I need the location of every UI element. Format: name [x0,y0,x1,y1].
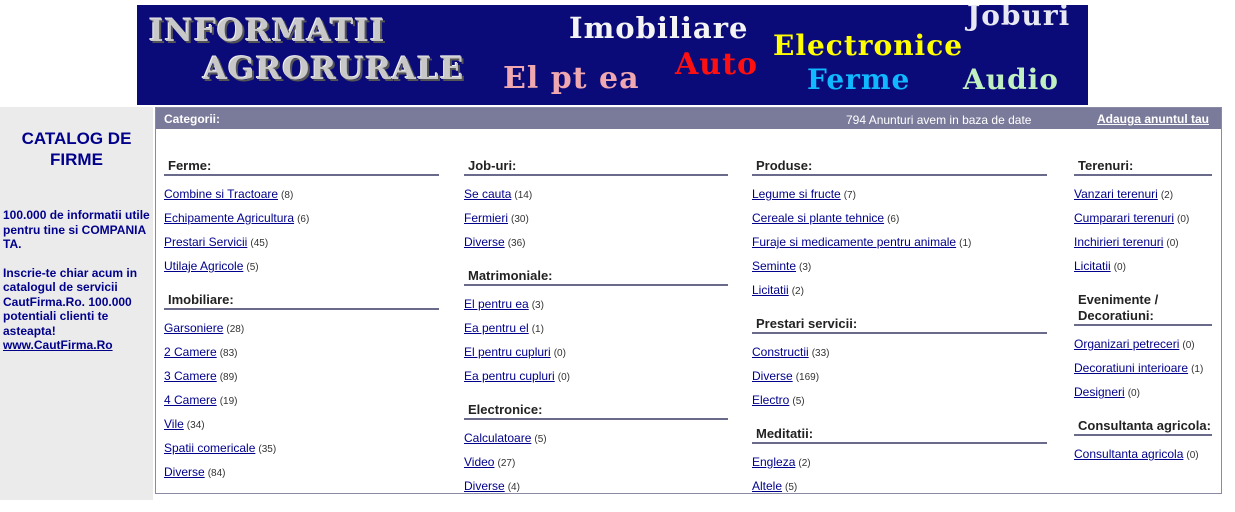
category-link[interactable]: Combine si Tractoare [164,187,279,201]
category-item [1074,333,1212,357]
sidebar-promo-text2: Inscrie-te chiar acum in catalogul de servicii CautFirma.Ro. 100.000 potentiali clienti te asteapta! [3,265,138,338]
category-count: (28) [226,324,245,335]
category-title: Prestari servicii: [752,316,1047,334]
category-title: Produse: [752,158,1047,176]
category-count: (0) [1186,450,1199,461]
category-title: Job-uri: [464,158,728,176]
category-count: (36) [507,238,526,249]
category-item [752,255,1047,279]
category-group [464,158,728,255]
category-link[interactable]: Video [464,455,495,469]
category-link[interactable]: Diverse [164,465,205,479]
category-count: (6) [887,214,900,225]
sidebar [0,107,153,500]
category-link[interactable]: Diverse [464,479,505,493]
banner-word-auto: Auto [675,47,758,82]
category-link[interactable]: Organizari petreceri [1074,337,1180,351]
category-item [752,183,1047,207]
category-link[interactable]: Licitatii [1074,259,1111,273]
category-item [164,389,439,413]
category-count: (0) [1127,388,1140,399]
category-item [464,365,728,389]
category-item [464,231,728,255]
banner-word-joburi: Joburi [967,5,1071,32]
category-group [752,158,1047,303]
category-count: (35) [258,444,277,455]
category-title: Matrimoniale: [464,268,728,286]
sidebar-link-cautfirma[interactable]: www.CautFirma.Ro [3,338,113,352]
sidebar-title: CATALOG DE FIRME [21,129,132,169]
category-link[interactable]: Constructii [752,345,809,359]
category-item [1074,443,1212,467]
category-item [464,475,728,499]
category-link[interactable]: El pentru cupluri [464,345,551,359]
banner-title-line1: INFORMATII [149,13,386,49]
category-link[interactable]: Seminte [752,259,797,273]
category-item [1074,231,1212,255]
category-item [752,231,1047,255]
category-group [464,402,728,499]
category-item [164,231,439,255]
category-column-1 [164,158,439,498]
category-item [752,475,1047,499]
category-link[interactable]: Legume si fructe [752,187,841,201]
category-link[interactable]: Altele [752,479,783,493]
category-count: (7) [843,190,856,201]
category-link[interactable]: Engleza [752,455,796,469]
category-link[interactable]: Designeri [1074,385,1125,399]
category-count: (6) [297,214,310,225]
category-count: (5) [246,262,259,273]
category-count: (89) [219,372,238,383]
category-link[interactable]: El pentru ea [464,297,529,311]
category-count: (14) [514,190,533,201]
category-count: (5) [785,482,798,493]
banner-word-el-pt-ea: El pt ea [503,61,640,96]
header-banner [137,5,1088,105]
category-item [464,317,728,341]
category-count: (45) [250,238,269,249]
category-item [464,183,728,207]
category-title: Evenimente / Decoratiuni: [1074,292,1212,326]
add-ad-link[interactable]: Adauga anuntul tau [1097,112,1209,126]
category-column-2 [464,158,728,512]
category-count: (1) [531,324,544,335]
category-count: (8) [281,190,294,201]
category-item [164,341,439,365]
category-link[interactable]: Vile [164,417,184,431]
category-item [1074,357,1212,381]
category-count: (2) [791,286,804,297]
category-group [464,268,728,389]
category-group [1074,158,1212,279]
category-count: (34) [186,420,205,431]
category-link[interactable]: Cumparari terenuri [1074,211,1175,225]
category-link[interactable]: Utilaje Agricole [164,259,244,273]
category-column-4 [1074,158,1212,480]
category-item [1074,381,1212,405]
category-title: Electronice: [464,402,728,420]
category-title: Meditatii: [752,426,1047,444]
category-link[interactable]: 2 Camere [164,345,217,359]
category-count: (2) [1160,190,1174,201]
banner-word-imobiliare: Imobiliare [569,11,749,45]
category-item [464,451,728,475]
category-count: (0) [1182,340,1195,351]
category-item [1074,255,1212,279]
category-title: Consultanta agricola: [1074,418,1212,436]
category-group [164,158,439,279]
category-link[interactable]: Decoratiuni interioare [1074,361,1189,375]
category-count: (0) [557,372,570,383]
banner-word-electronice: Electronice [773,29,964,62]
category-link[interactable]: Licitatii [752,283,789,297]
category-item [752,207,1047,231]
banner-word-ferme: Ferme [807,63,911,96]
category-item [464,427,728,451]
category-title: Imobiliare: [164,292,439,310]
category-item [464,341,728,365]
category-link[interactable]: Vanzari terenuri [1074,187,1158,201]
category-item [1074,183,1212,207]
category-group [1074,418,1212,467]
category-item [752,279,1047,303]
category-link[interactable]: Furaje si medicamente pentru animale [752,235,957,249]
category-count: (30) [511,214,529,225]
category-item [164,183,439,207]
category-link[interactable]: Calculatoare [464,431,532,445]
category-link[interactable]: Garsoniere [164,321,224,335]
category-link[interactable]: Diverse [752,369,793,383]
category-title: Terenuri: [1074,158,1212,176]
category-count: (2) [798,458,811,469]
banner-word-audio: Audio [963,63,1059,96]
category-count: (169) [795,372,820,383]
category-item [164,437,439,461]
category-column-3 [752,158,1047,512]
category-link[interactable]: Ea pentru cupluri [464,369,555,383]
category-link[interactable]: Spatii comericale [164,441,256,455]
category-link[interactable]: Prestari Servicii [164,235,248,249]
category-item [1074,207,1212,231]
category-item [164,413,439,437]
category-count: (0) [553,348,566,359]
ads-count-text: 794 Anunturi avem in baza de date [846,113,1032,127]
category-link[interactable]: Cereale si plante tehnice [752,211,885,225]
category-count: (33) [811,348,830,359]
category-item [164,207,439,231]
category-count: (1) [959,238,972,249]
category-item [164,255,439,279]
category-link[interactable]: Ea pentru el [464,321,529,335]
category-group [164,292,439,485]
category-item [752,451,1047,475]
category-item [164,365,439,389]
category-item [752,389,1047,413]
banner-title-line2: AGRORURALE [203,51,465,87]
category-link[interactable]: Inchirieri terenuri [1074,235,1164,249]
category-group [1074,292,1212,405]
category-link[interactable]: Diverse [464,235,505,249]
category-group [752,426,1047,499]
category-link[interactable]: Consultanta agricola [1074,447,1184,461]
sidebar-promo-text1: 100.000 de informatii utile pentru tine si COMPANIA TA. [3,208,150,251]
category-count: (5) [792,396,805,407]
category-link[interactable]: Electro [752,393,790,407]
category-link[interactable]: Se cauta [464,187,512,201]
category-count: (5) [534,434,547,445]
category-count: (0) [1177,214,1190,225]
category-title: Ferme: [164,158,439,176]
category-link[interactable]: 3 Camere [164,369,217,383]
category-count: (84) [207,468,226,479]
category-item [164,317,439,341]
category-count: (3) [799,262,812,273]
category-count: (0) [1166,238,1179,249]
category-group [752,316,1047,413]
category-link[interactable]: Echipamente Agricultura [164,211,295,225]
category-item [464,293,728,317]
categories-panel [155,107,1222,494]
categories-header [156,108,1221,129]
category-item [752,341,1047,365]
category-count: (19) [219,396,238,407]
category-count: (3) [531,300,544,311]
category-link[interactable]: Fermieri [464,211,508,225]
category-item [752,365,1047,389]
category-count: (1) [1191,364,1204,375]
category-item [164,461,439,485]
category-link[interactable]: 4 Camere [164,393,217,407]
category-item [464,207,728,231]
category-count: (4) [507,482,520,493]
category-count: (0) [1113,262,1126,273]
sidebar-promo [3,208,153,353]
category-count: (83) [219,348,238,359]
categories-title: Categorii: [164,112,221,126]
category-count: (27) [497,458,516,469]
